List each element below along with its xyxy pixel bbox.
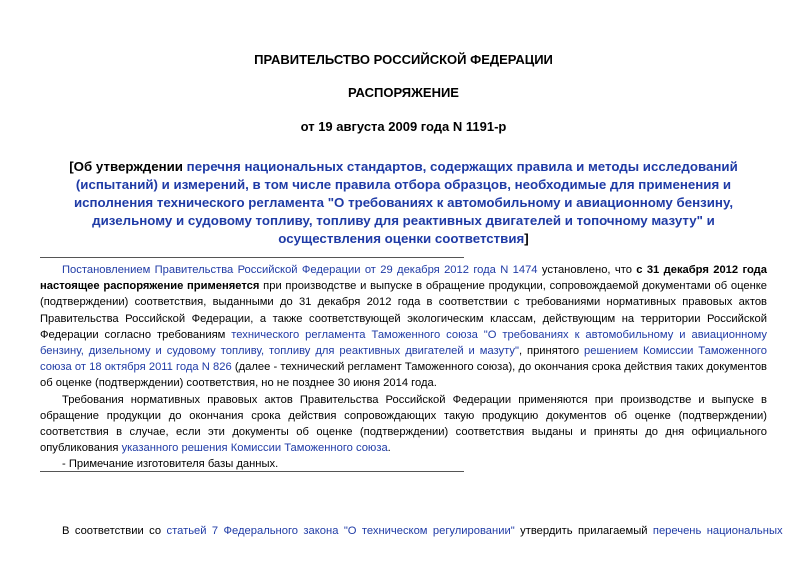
note-paragraph-1 xyxy=(40,262,767,392)
title-prefix: Об утверждении xyxy=(73,159,187,174)
note-divider-top xyxy=(40,257,464,258)
note-text: (далее - технический регламент Таможенного союза), до окончания срока действия таких документов об оценке (подтверждении) соответствия, но не позднее 30 июня 2014 года. xyxy=(40,361,767,390)
note-text: , принятого xyxy=(518,345,585,358)
link-commission-decision[interactable]: указанного решения Комиссии Таможенного союза xyxy=(121,442,388,455)
title-bracket-close: ] xyxy=(524,231,529,246)
note-bold-applies: с 31 декабря 2012 года настоящее распоряжение применяется xyxy=(40,264,767,293)
document-title xyxy=(40,158,767,248)
title-link-standards-list[interactable]: перечня национальных стандартов, содержащих правила и методы исследований (испытаний) и измерений, в том числе правила отбора образцов, необходимые для применения и исполнения технического регламента "О требованиях к автомобильному и авиационному бензину, дизельному и судовому топливу, топливу для реактивных двигателей и топочному мазуту" и осуществления оценки соответствия xyxy=(73,159,738,246)
document-date-number: от 19 августа 2009 года N 1191-р xyxy=(300,119,507,134)
issuing-organization: ПРАВИТЕЛЬСТВО РОССИЙСКОЙ ФЕДЕРАЦИИ xyxy=(254,52,553,67)
note-text: Требования нормативных правовых актов Правительства Российской Федерации применяются при производстве и выпуске в обращение продукции до окончания срока действия сопровождающих такую продукцию документов об оценке (подтверждении) соответствия в случае, если эти документы об оценке (подтверждении) соответствия выданы и приняты до дня официального опубликования xyxy=(40,393,767,455)
note-text: при производстве и выпуске в обращение продукции, сопровождаемой документами об оценке (подтверждении) соответствия, выданными до 31 декабря 2012 года в соответствии с требованиями нормативных правовых актов Правительства Российской Федерации, а также соответствующей экологическим классам, действующим на территории Российской Федерации согласно требованиям xyxy=(40,280,767,341)
link-article-7-law[interactable]: статьей 7 Федерального закона "О техническом регулировании" xyxy=(166,525,515,537)
document-type: РАСПОРЯЖЕНИЕ xyxy=(348,85,459,100)
link-customs-union-regulation[interactable]: технического регламента Таможенного союза "О требованиях к автомобильному и авиационному бензину, дизельному и судовому топливу, топливу для реактивных двигателей и мазуту" xyxy=(40,328,767,358)
body-paragraph-1 xyxy=(40,523,783,539)
note-text: . xyxy=(387,442,391,455)
link-standards-list[interactable]: перечень национальных xyxy=(652,525,783,537)
link-commission-decision-826[interactable]: решением Комиссии Таможенного союза от 18 октября 2011 года N 826 xyxy=(40,345,767,374)
link-resolution-1474[interactable]: Постановлением Правительства Российской Федерации от 29 декабря 2012 года N 1474 xyxy=(62,264,538,276)
body-text: В соответствии со xyxy=(62,525,167,537)
body-text: утвердить прилагаемый xyxy=(514,525,653,537)
note-divider-bottom xyxy=(40,471,464,472)
note-paragraph-2 xyxy=(40,392,767,457)
title-bracket-open: [ xyxy=(69,159,74,174)
note-paragraph-3: - Примечание изготовителя базы данных. xyxy=(62,458,279,471)
database-note xyxy=(40,262,767,473)
note-text: установлено, что xyxy=(537,264,637,276)
